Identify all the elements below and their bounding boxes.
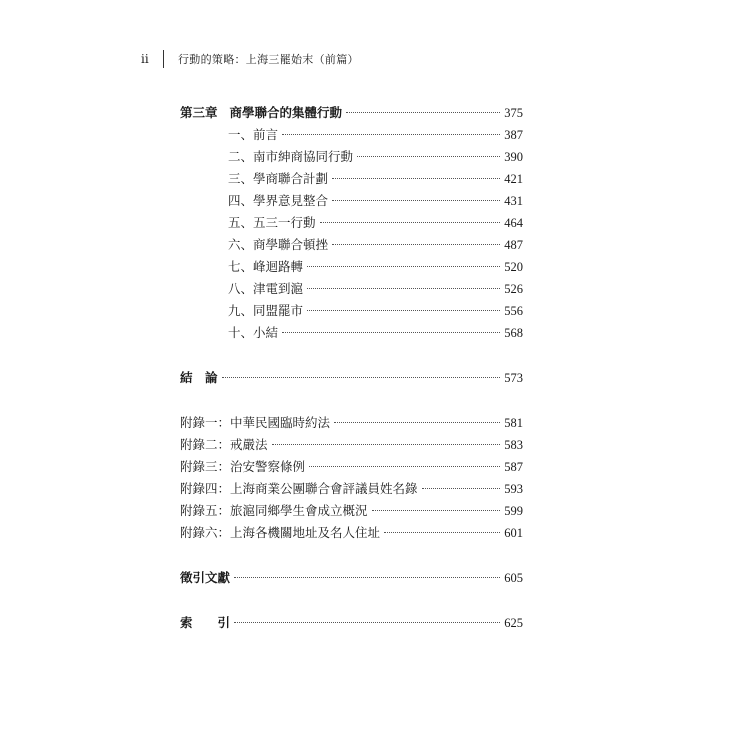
dot-leader — [282, 134, 500, 135]
dot-leader — [272, 444, 501, 445]
dot-leader — [346, 112, 500, 113]
appendix-label: 附錄四：上海商業公團聯合會評議員姓名錄 — [180, 481, 418, 496]
toc-section-entry[interactable] — [180, 322, 523, 344]
dot-leader — [320, 222, 501, 223]
appendix-page: 587 — [504, 460, 523, 474]
spacer — [180, 544, 523, 567]
dot-leader — [309, 466, 500, 467]
toc-section-entry[interactable] — [180, 278, 523, 300]
dot-leader — [332, 200, 500, 201]
section-label: 二、南市紳商協同行動 — [228, 149, 354, 164]
dot-leader — [332, 244, 500, 245]
running-header — [141, 49, 359, 69]
dot-leader — [307, 266, 500, 267]
section-label: 五、五三一行動 — [228, 215, 316, 230]
section-page: 520 — [504, 260, 523, 274]
section-label: 一、前言 — [228, 127, 279, 142]
section-label: 八、津電到滬 — [228, 281, 304, 296]
toc-section-entry[interactable] — [180, 234, 523, 256]
dot-leader — [384, 532, 500, 533]
section-page: 556 — [504, 304, 523, 318]
toc-appendix-entry[interactable] — [180, 522, 523, 544]
dot-leader — [222, 377, 501, 378]
bibliography-label: 徵引文獻 — [180, 570, 231, 585]
section-label: 九、同盟罷市 — [228, 303, 304, 318]
toc-conclusion-entry[interactable] — [180, 367, 523, 389]
bibliography-page: 605 — [504, 571, 523, 585]
chapter-page: 375 — [504, 106, 523, 120]
dot-leader — [357, 156, 500, 157]
toc-section-entry[interactable] — [180, 168, 523, 190]
section-page: 568 — [504, 326, 523, 340]
toc-appendix-entry[interactable] — [180, 500, 523, 522]
appendix-label: 附錄二：戒嚴法 — [180, 437, 268, 452]
appendix-page: 599 — [504, 504, 523, 518]
section-page: 421 — [504, 172, 523, 186]
toc-bibliography-entry[interactable] — [180, 567, 523, 589]
toc-appendix-entry[interactable] — [180, 456, 523, 478]
section-label: 六、商學聯合頓挫 — [228, 237, 329, 252]
section-label: 三、學商聯合計劃 — [228, 171, 329, 186]
appendix-page: 593 — [504, 482, 523, 496]
table-of-contents — [180, 102, 523, 634]
appendix-page: 581 — [504, 416, 523, 430]
dot-leader — [307, 310, 500, 311]
dot-leader — [234, 622, 500, 623]
conclusion-page: 573 — [504, 371, 523, 385]
toc-section-entry[interactable] — [180, 124, 523, 146]
dot-leader — [422, 488, 501, 489]
section-page: 390 — [504, 150, 523, 164]
page-number: ii — [141, 52, 149, 66]
dot-leader — [334, 422, 500, 423]
toc-appendix-entry[interactable] — [180, 478, 523, 500]
dot-leader — [307, 288, 500, 289]
chapter-number: 第三章 — [180, 105, 218, 120]
dot-leader — [372, 510, 501, 511]
toc-section-entry[interactable] — [180, 190, 523, 212]
toc-section-entry[interactable] — [180, 256, 523, 278]
section-page: 464 — [504, 216, 523, 230]
index-page: 625 — [504, 616, 523, 630]
header-divider — [163, 50, 164, 68]
appendix-label: 附錄五：旅滬同鄉學生會成立概況 — [180, 503, 368, 518]
toc-section-entry[interactable] — [180, 300, 523, 322]
section-label: 四、學界意見整合 — [228, 193, 329, 208]
appendix-label: 附錄三：治安警察條例 — [180, 459, 306, 474]
chapter-title: 商學聯合的集體行動 — [229, 105, 343, 120]
appendix-page: 601 — [504, 526, 523, 540]
conclusion-label: 結 論 — [180, 370, 218, 385]
running-title: 行動的策略：上海三罷始末（前篇） — [178, 53, 359, 66]
dot-leader — [234, 577, 500, 578]
section-page: 387 — [504, 128, 523, 142]
section-label: 十、小結 — [228, 325, 279, 340]
dot-leader — [282, 332, 500, 333]
toc-section-entry[interactable] — [180, 146, 523, 168]
section-page: 526 — [504, 282, 523, 296]
spacer — [180, 589, 523, 612]
appendix-label: 附錄一：中華民國臨時約法 — [180, 415, 331, 430]
section-label: 七、峰迴路轉 — [228, 259, 304, 274]
section-page: 431 — [504, 194, 523, 208]
spacer — [180, 344, 523, 367]
toc-index-entry[interactable] — [180, 612, 523, 634]
toc-chapter-entry[interactable] — [180, 102, 523, 124]
spacer — [180, 389, 523, 412]
dot-leader — [332, 178, 500, 179]
appendix-page: 583 — [504, 438, 523, 452]
index-label: 索 引 — [180, 615, 231, 630]
section-page: 487 — [504, 238, 523, 252]
toc-appendix-entry[interactable] — [180, 434, 523, 456]
appendix-label: 附錄六：上海各機關地址及名人住址 — [180, 525, 381, 540]
toc-appendix-entry[interactable] — [180, 412, 523, 434]
toc-section-entry[interactable] — [180, 212, 523, 234]
